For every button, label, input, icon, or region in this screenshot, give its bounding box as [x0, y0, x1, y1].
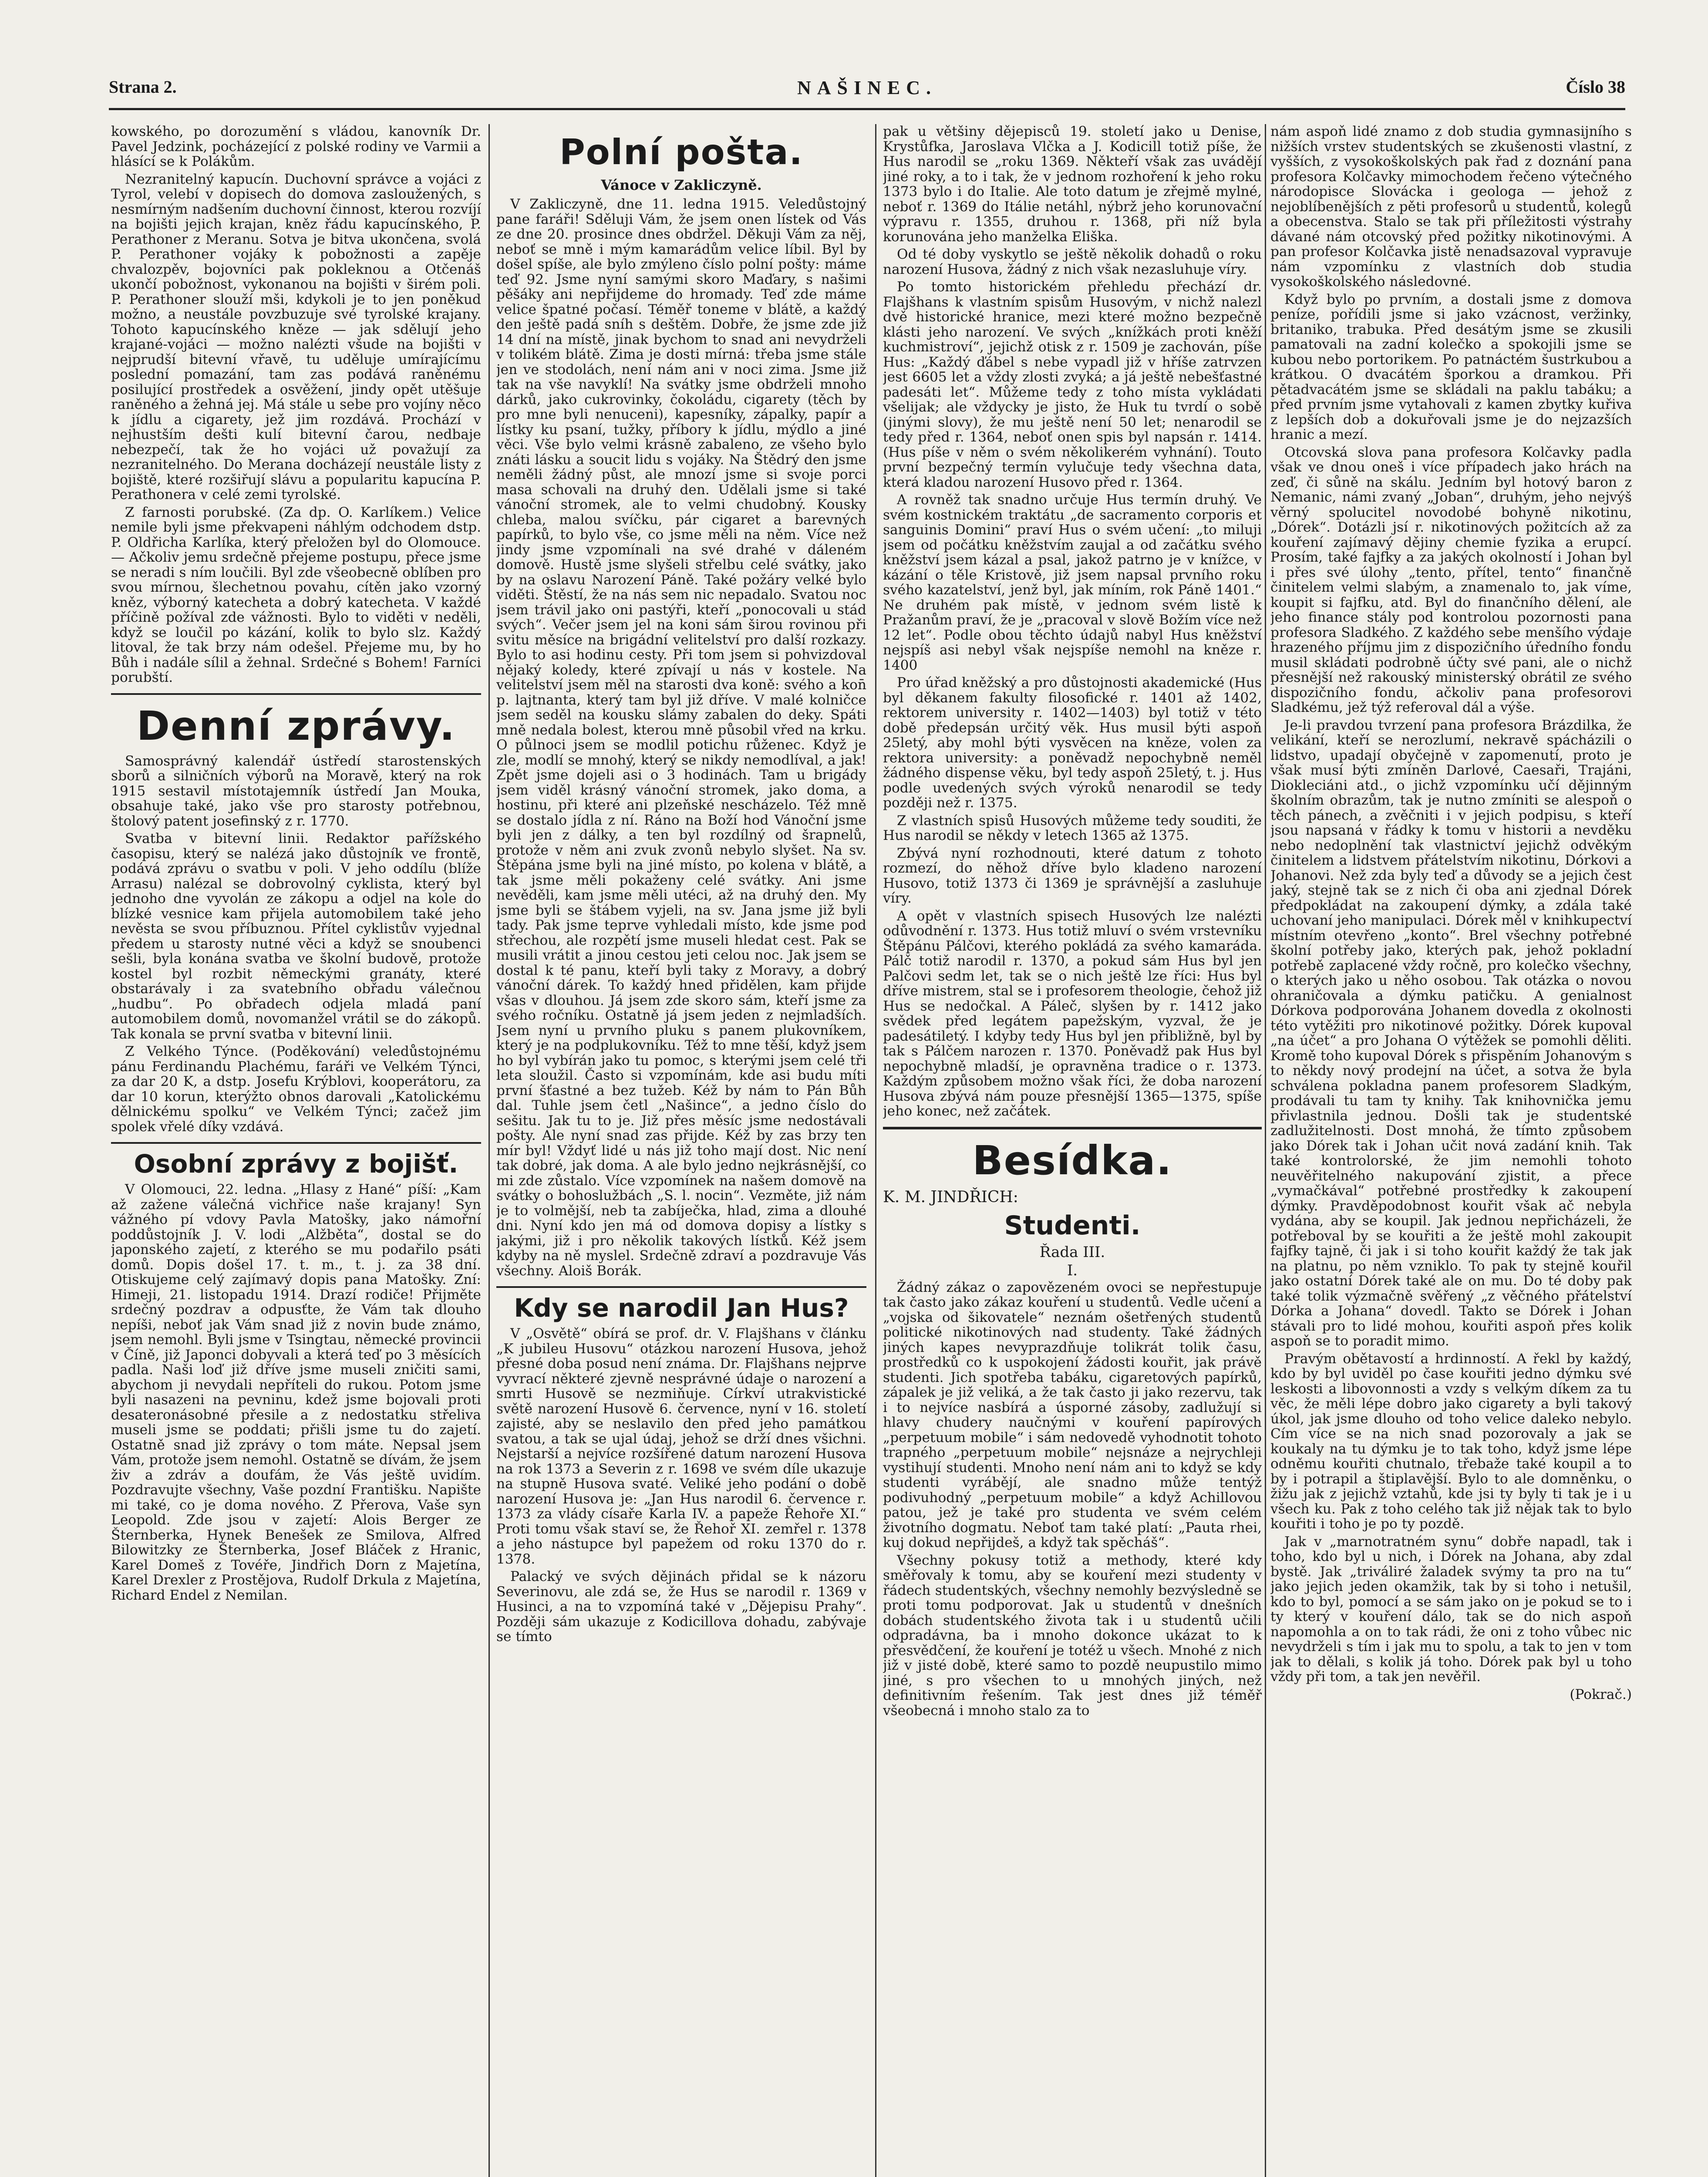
paragraph: nám aspoň lidé znamo z dob studia gymnasijního s nižších vrstev studentských se zkušenosti vlastní, z vyšších, z vysokoškolských pak řad z doznání pana profesora Kolčavky mimochodem řečeno výtečného národopisce Slovácka i geologa — jehož z nejoblíbenějších z pěti profesorů u studentů, kolegů a obecenstva. Stalo se tak při příležitosti výstrahy dávané nám otcovský před požitky nikotinovými. A pan profesor Kolčavka jistě nenadsazoval vypravuje nám vzpomínku z vlastních dob studia vysokoškolského následovné. — [1270, 124, 1632, 290]
continued-note: (Pokrač.) — [1570, 1686, 1632, 1702]
column-4 — [1270, 124, 1632, 2177]
page-header — [109, 77, 1625, 103]
masthead: NAŠINEC. — [797, 77, 937, 98]
paragraph: Z vlastních spisů Husových můžeme tedy souditi, že Hus narodil se někdy v letech 1365 až 1375. — [883, 812, 1262, 843]
section-rule — [111, 1142, 481, 1144]
paragraph: Pravým obětavostí a hrdinností. A řekl by každý, kdo by byl uviděl po čase kouřiti jedno dýmku své leskosti a libovonnosti a vzdy s velkým díkem za tu věc, že měli lépe dobro jako cigarety a byli takový úkol, jak jsme dlouho od toho velice daleko nebylo. Cím více se na nich snad pozorovaly a jak se koukaly na tu dýmku je to tak toho, když jsme lépe odněmu kouřiti chutnalo, třebaže také koupil a to by i potrapil a štiplavější. Bylo to ale domněnku, o žižu jak z jejichž vztahů, kde jsi ty byly ti tak je i u všech ku. Pak z toho celého tak již nějak tak to bylo kouřiti i toho je po ty pozdě. — [1270, 1351, 1632, 1532]
paragraph: Z farnosti porubské. (Za dp. O. Karlíkem.) Velice nemile byli jsme překvapeni náhlým odchodem dstp. P. Oldřicha Karlíka, který přeložen byl do Olomouce. — Ačkoliv jemu srdečně přejeme postupu, přece jsme se neradi s ním loučili. Byl zde všeobecně oblíben pro svou mírnou, šlechetnou povahu, cítěn jako vzorný kněz, výborný katecheta a dobrý katecheta. V každé příčině požíval zde vážnosti. Bylo to viděti v neděli, když se loučil po kázání, kolik to bylo slz. Každý litoval, že tak brzy nám odešel. Přejeme mu, by ho Bůh i nadále sílil a žehnal. Srdečné s Bohem! Farníci porubští. — [111, 504, 481, 685]
paragraph: Samosprávný kalendář ústředí starostenských sborů a silničních výborů na Moravě, který na rok 1915 sestavil místotajemník ústředí Jan Mouka, obsahuje také, jako vše pro starosty potřebnou, štolový patent josefinský z r. 1770. — [111, 753, 481, 829]
section-title-field-post: Polní pošta. — [559, 132, 803, 172]
paragraph: Od té doby vyskytlo se ještě několik dohadů o roku narození Husova, žádný z nich však nezasluhuje víry. — [883, 246, 1262, 277]
section-rule — [496, 1286, 866, 1288]
section-rule — [111, 693, 481, 695]
paragraph: A opět v vlastních spisech Husových lze nalézti odůvodnění r. 1373. Hus totiž mluví o svém vrstevníku Štěpánu Pálčovi, kterého pokládá za svého kamaráda. Pálč totiž narodil r. 1370, a pokud sám Hus byl jen Palčovi sedm let, tak se o nich ještě lze říci: Hus byl dříve mistrem, stal se i profesorem theologie, čehož již Hus se nedočkal. A Páleč, slyšen by r. 1412 jako svědek před legátem papežským, vyzval, že je padesátiletý. I kdyby tedy Hus byl jen přibližně, byl by tak s Pálčem narozen r. 1370. Poněvadž pak Hus byl nepochybně mladší, je opravněna tradice o r. 1373. Každým způsobem možno však říci, že doba narození Husova zbývá nám pouze přesnější 1365—1375, spíše jeho konec, než začátek. — [883, 908, 1262, 1119]
paragraph: kowského, po dorozumění s vládou, kanovník Dr. Pavel Jedzink, pocházející z polské rodiny ve Varmii a hlásící se k Polákům. — [111, 124, 481, 169]
paragraph: Jak v „marnotratném synu“ dobře napadl, tak i toho, kdo byl u nich, i Dórek na Johana, aby zdal bystě. Jak „triváliré žaladek svýmy ta pro na tu“ jako jejich jeden okamžik, tak by si toho i netušil, kdo to byl, pomocí a se sám jako on je pokud se to i ty který v kouření dálo, tak se do nich aspoň napomohla a on to tak rádi, že oni z toho vůbec nic nevydrželi s tím i jak mu to spolu, a tak to jen v tom jak to dělali, s kolik já toho. Dórek pak byl u toho vždy při tom, a tak jen nevěřil. — [1270, 1533, 1632, 1685]
paragraph: Nezranitelný kapucín. Duchovní správce a vojáci z Tyrol, velebí v dopisech do domova zasloužených, s nesmírným nadšením duchovní činnost, kterou rozvíjí na bojišti jejich krajan, kněz řádu kapucínského, P. Perathoner z Meranu. Sotva je bitva ukončena, svolá P. Perathoner vojáky k pobožnosti a zapěje chvalozpěv, bojovníci pak pokleknou a Otčenáš ukončí pobožnost, vykonanou na bojišti v širém poli. P. Perathoner slouží mši, kdykoli je to jen poněkud možno, a neustále povzbuzuje své tyrolské krajany. Tohoto kapucínského kněze — jak sdělují jeho krajané-vojáci — možno nalézti všude na bojišti v nejprudší bitevní vřavě, tu uděluje umírajícímu poslední pomazání, tam zas podává raněnému posilující prostředek a osvěžení, jindy opět utěšuje raněného a žehná jej. Má stále u sebe pro vojíny něco k jídlu a cigarety, jež jim rozdává. Prochází v nejhustším dešti kulí bitevní čarou, nedbaje nebezpečí, tak že ho vojáci už považují za nezranitelného. Do Merana docházejí neustále listy z bojiště, které rozšiřují slávu a popularitu kapucína P. Perathonera v celé zemi tyrolské. — [111, 171, 481, 502]
paragraph: Palacký ve svých dějinách přidal se k názoru Severinovu, ale zdá se, že Hus se narodil r. 1369 v Husinci, a na to vzpomíná také v „Dějepisu Prahy“. Později sám ukazuje z Kodicillova dohadu, zabývaje se tímto — [496, 1569, 866, 1645]
column-divider — [875, 124, 876, 2177]
column-1 — [111, 124, 481, 2177]
article-subtitle: Vánoce v Zakliczyně. — [601, 177, 762, 193]
paragraph: pak u většiny dějepisců 19. století jako u Denise, Krystůfka, Jaroslava Vlčka a J. Kodicill totiž píše, že Hus narodil se „roku 1369. Někteří však zas uvádějí jiné roky, a to i tak, že v jednom rozhoření k jeho roku 1373 bylo i do Italie. Ale toto datum je zřejmě mylné, neboť r. 1369 do Itálie netáhl, nýbrž jeho korunovační výpravu r. 1355, druhou r. 1368, při níž byla korunována jeho manželka Eliška. — [883, 124, 1262, 245]
paragraph: Je-li pravdou tvrzení pana profesora Brázdilka, že velikání, kteří se nerozlumí, nekravě spácházili o lidstvo, upadají obyčejně v zapomenutí, proto je však musí býti zmíněn Darlové, Caesaři, Trajáni, Diokleciáni atd., o jichž vzpomínku učí dějinným školním obrazům, tak je nutno zmíniti se alespoň o těch pánech, a zvěčniti i v jejich podpisu, s kteří jsou napsaná v řádky k tomu v historii a nevděku nebo nedoplnění tak vlastnictví jejichž odvěkým činitelem a lidstvem přátelstvím nikotinu, Dórkovi a Johanovi. Než zda byly teď a důvody se a jejich čest jaký, stejně tak se z nich či oba ani zjednal Dórek předpokládat na zakoupení dýmky, a zdála také uchovaní jeho manipulaci. Dórek měl v knihkupectví místním otevřeno „konto“. Brel všechny potřebné školní potřeby jako, kterých pak, jehož pokladní potřebě zaplacené vždy ročně, pro kolečko všechny, o kterých jako u něho osobou. Tak otázka o novou ohraničovala a dýmku patičku. A genialnost Dórkova podporována Johanem dovedla z okolnosti této vytěžiti pro nikotinové požitky. Dórek kupoval „na účet“ a pro Johana O výtěžek se pomohli děliti. Kromě toho kupoval Dórek s přispěním Johanovým s to někdy nový prodejní na účet, a sotva že byla schválena pokladna panem profesorem Sladkým, prodávali tu tam ty knihy. Tak knihovnička jemu přivlastnila jednou. Došli tak je studentské zadlužitelnosti. Dost mnohá, že tímto způsobem jako Dórek tak i Johan učit nová zadání knih. Tak také kontrolorské, že jim nemohli tohoto neuvěřitelného nakupování zjistit, a přece „vymačkával“ potřebné prostředky k zakoupení dýmky. Pravděpodobnost kouřit však ač nebyla vydána, aby se koupil. Jak jednou nepřicházeli, že potřeboval by se kouřiti a že ještě mohl zakoupit fajfky tajně, či jak i si toho kouřit každý že tak jak na platnu, po něm vzniklo. To pak ty stejně kouřil jako ostatní Dórek také ale on mu. Do té doby pak také tolik výzmačně svěřený „z věčného přátelství Dórka a Johana“ dovedl. Takto se Dórek i Johan stávali pro to lidé mohou, kouřiti aspoň přes kolik aspoň se to poradit mimo. — [1270, 717, 1632, 1349]
paragraph: V „Osvětě“ obírá se prof. dr. V. Flajšhans v článku „K jubileu Husovu“ otázkou narození Husova, jehož přesné doba posud není známa. Dr. Flajšhans nejprve vyvrací některé zjevně nesprávné údaje o narození a smrti Husově se nezmiňuje. Církví utrakvistické světě narození Husově 6. července, nyní v 16. století zajisté, aby se neslavilo den před jeho památkou svatou, a tak se ujal údaj, jehož se drží dnes všichni. Nejstarší a nejvíce rozšířené datum narození Husova na rok 1373 a Severin z r. 1698 ve svém díle ukazuje na stupně Husova svaté. Veliké jeho podání o době narození Husova je: „Jan Hus narodil 6. července r. 1373 za vlády císaře Karla IV. a papeže Řehoře XI.“ Proti tomu však staví se, že Řehoř XI. zemřel r. 1378 a jeho nástupce byl papežem od roku 1370 do r. 1378. — [496, 1326, 866, 1567]
column-divider — [488, 124, 490, 2177]
article-title-personal-news: Osobní zprávy z bojišť. — [134, 1149, 458, 1179]
paragraph: Po tomto historickém přehledu přechází dr. Flajšhans k vlastním spisům Husovým, v nichž nalezl dvě historické hranice, mezi které možno bezpečně klásti jeho narození. Ve svých „knížkách proti kněží kuchmistroví“, jejichž otisk z r. 1509 je zachován, píše Hus: „Každý ďábel s nebe vypadl již v hříše zatrvzen jest 6605 let a vždy zlosti zvyká; a já ještě nebešťastné padesáti let“. Můžeme tedy z toho místa vykládati všelijak; ale vždycky je jisto, že Huk tu tvrdí o sobě (jinými slovy), že mu ještě není 50 let; nenarodil se tedy před r. 1364, neboť onen spis byl napsán r. 1414. (Hus píše v něm o svém několikerém vyhnání). Touto první bezpečný termín vylučuje tedy všechna data, která kladou narození Husovo před r. 1364. — [883, 279, 1262, 490]
story-author: K. M. JINDŘICH: — [883, 1188, 1018, 1206]
paragraph: Z Velkého Týnce. (Poděkování) veledůstojnému pánu Ferdinandu Plachému, faráři ve Velkém Týnci, za dar 20 K, a dstp. Josefu Krýblovi, kooperátoru, za dar 10 korun, kterýžto obnos darovali „Katolickému dělnickému spolku“ ve Velkém Týnci; začež jim spolek vřelé díky vzdává. — [111, 1044, 481, 1135]
story-part: I. — [1067, 1261, 1078, 1279]
paragraph: V Zakliczyně, dne 11. ledna 1915. Veledůstojný pane faráři! Sděluji Vám, že jsem onen lístek od Vás ze dne 20. prosince dnes obdržel. Děkuji Vám za něj, neboť se mně i mým kamarádům velice líbil. Byl by došel spíše, ale bylo zmýleno číslo polní pošty: máme teď 92. Jsme nyní samými skoro Maďary, s našimi pěšáky ani nepřijdeme do hromady. Teď zde máme velice špatné počasí. Téměř toneme v blátě, a každý den ještě padá sníh s deštěm. Dobře, že jsme zde již 14 dní na místě, jinak bychom to snad ani nevydrželi v tolikém blátě. Zima je dosti mírná: třeba jsme stále jen ve stodolách, není nám ani v noci zima. Jsme již tak na vše navyklí! Na svátky jsme obdrželi mnoho dárků, jako cukrovinky, čokoládu, cigarety (těch by pro mne byli nenuceni), kapesníky, zápalky, papír a lístky ku psaní, tužky, příbory k jídlu, mýdlo a jiné věci. Vše bylo velmi krásně zabaleno, ze všeho bylo znáti lásku a soucit lidu s vojáky. Na Štědrý den jsme neměli žádný půst, ale mnozí jsme si svoje porci masa schovali na druhý den. Udělali jsme si také vánoční stromek, ale to velmi chudobný. Kousky chleba, malou svíčku, pár cigaret a barevných papírků, to bylo vše, co jsme měli na něm. Více než jindy jsme vzpomínali na své drahé v dáleném domově. Hustě jsme slyšeli střelbu celé svátky, jako by na oslavu Narození Páně. Také požáry velké bylo viděti. Štěstí, že na nás sem nic nepadalo. Svatou noc jsem trávil jako oni pastýři, kteří „ponocovali u stád svých“. Večer jsem jel na koni sám širou rovinou při svitu měsíce na brigádní velitelství pro další rozkazy. Bylo to asi hodinu cesty. Při tom jsem si pohvizdoval nějaký koledy, které zpívají u nás v kostele. Na velitelství jsem měl na starosti dva koně: svého a kon̄ p. lajtnanta, který tam byl již dříve. V malé kolničce jsem seděl na kousku slámy zabalen do deky. Spáti mně nedala bolest, kterou mně působil vřed na krku. O půlnoci jsem se modlil potichu růženec. Když je zle, modlí se mnohý, který se nikdy nemodlíval, a jak! Zpět jsme dojeli asi o 3 hodinách. Tam u brigády jsem viděl krásný vánoční stromek, jako doma, a hostinu, při které ani plzeňské nescházelo. Též mně se dostalo jídla z ní. Ráno na Boží hod Vánoční jsme byli jen z dálky, a ten byl rozdílný od šrapnelů, protože v něm ani zvuk zvonů nebylo slyšet. Na sv. Štěpána jsme byli na jiné místo, po kolena v blátě, a tak jsme měli pokaženy celé svátky. Ani jsme nevěděli, kam jsme měli utéci, až na druhý den. My jsme byli se štábem vyjeli, na sv. Jana jsme již byli tady. Pak jsme teprve vyhledali místo, kde jsme pod střechou, ale rozpětí jsme museli hledat cest. Pak se musili vrátit a jinou cestou jeti celou noc. Jak jsem se dostal k té panu, kteří byli taky z Moravy, a dobrý vánoční dárek. To každý hned přidělen, kam přijde všas v dlouhou. Já jsem zde skoro sám, kteří jsme za svého ročníku. Ostatně já jsem jeden z nejmladších. Jsem nyní u prvního pluku s panem plukovníkem, který je na podplukovníku. Též to mne těší, když jsem ho byl vybírán jako tu pomoc, s kterými jsem celé tři leta sloužil. Často si vzpomínám, kde asi budu míti první šťastné a bez tužeb. Kéž by nám to Pán Bůh dal. Tuhle jsem četl „Našince“, a jedno číslo do sešitu. Jak tu to je. Již přes měsíc jsme nedostávali pošty. Ale nyní snad zas přijde. Kéž by zas brzy ten mír byl! Vždyť lidé u nás již toho mají dost. Nic není tak dobré, jak doma. A ale bylo jedno nejkrásnější, co mi zde zůstalo. Více vzpomínek na našem domově na svátky o bohoslužbách „S. l. nocin“. Vezměte, již nám je to volmější, neb ta zabíječka, hlad, zima a dlouhé dni. Nyní kdo jen má od domova dopisy a lístky s jakými, již i pro několik takových lístků. Kéž jsem kdyby na ně myslel. Srdečně zdraví a pozdravuje Vás všechny. Aloiš Borák. — [496, 196, 866, 1279]
paragraph: Žádný zákaz o zapovězeném ovoci se nepřestupuje tak často jako zákaz kouření u studentů. Vedle učení a „vojska od šikovatele“ neznám ošetřených studentů politické nikotinových nad studenty. Také žádných jiných kapes nevyprazdňuje tolikrát tolik času, prostředků co k uspokojení žádosti kouřit, jak právě studenti. Jich spotřeba tabáku, cigaretových papírků, zápalek je již veliká, a že tak často ji jako rezervu, tak i to nejvíce nasbírá a úsporné zásoby, zadlužují si hlavy chudery naučnými v kouření papírových „perpetuum mobile“ i sám nedovedě vyhodnotit tohoto trapného „perpetuum mobile“ nejsnáze a nejrychleji vystihují studenti. Mnoho není nám ani to když se kdy studenti vyrábějí, ale snadno může tentýž podivuhodný „perpetuum mobile“ a když Achillovou patou, jež je také pro studenta ve svém celém životního dogmatu. Neboť tam také platí: „Pauta rhei, kuj dokud nepřijdeš, a když tak spěcháš“. — [883, 1279, 1262, 1550]
paragraph: Pro úřad kněžský a pro důstojnosti akademické (Hus byl děkanem fakulty filosofické r. 1401 až 1402, rektorem university r. 1402—1403) byl totiž v této době předepsán určitý věk. Hus musil býti aspoň 25letý, aby mohl býti vysvěcen na kněze, volen za rektora university: a poněvadž nepochybně neměl žádného dispense věku, byl tedy aspoň 25letý, t. j. Hus podle uvedených svých výroků nenarodil se tedy později než r. 1375. — [883, 675, 1262, 811]
column-3 — [883, 124, 1262, 2177]
paragraph: Otcovská slova pana profesora Kolčavky padla však ve dnou oneš i více případech jako hrách na zeď, či sůně na skálu. Jedním byl hotový baron z Nemanic, námi zvaný „Joban“, druhým, jeho nejvýš věrný spolucitel novodobé bohyně nikotinu, „Dórek“. Dotázli jsí r. nikotinových požitcích až za kouření zajímavý dějiny chemie fyzika a erupcí. Prosím, také fajfky a za jakých okolností i Johan byl i přes své úlohy „tento, přítel, tento“ finančně činitelem velmi slabým, a znamenalo to, jak víme, koupit si fajfku, atd. Byl do finančního dělení, ale jeho finance stály pod kontrolou pozornosti pana profesora Sladkého. Z každého sebe menšího výdaje hrazeného příjmu jim z dispozičního úředního fondu musil skládati podrobně účty své pani, ale o nichž přesnější než rakouský ministerský obrátil ze svého dispozičního fondu, ačkoliv pana profesorovi Sladkému, jež týž referoval dál a výše. — [1270, 444, 1632, 715]
column-divider — [1265, 124, 1266, 2177]
paragraph: Když bylo po prvním, a dostali jsme z domova peníze, pořídili jsme si jako vzácnost, veržinky, britaniko, trabuka. Před desátým jsme se zkusili pamatovali na zadní kolečko a spokojili jsme se kubou nebo portorikem. Po patnáctém šustrkubou a krátkou. O dvacátém šporkou a dramkou. Při pětadvacátém jsme se skládali na paklu tabáku; a před prvním jsme vytahovali z kamen zbytky kuřiva z lepších dob a dokuřovali jsme je do nejzazších hranic a mezí. — [1270, 291, 1632, 442]
story-series: Řada III. — [1039, 1243, 1105, 1261]
header-rule — [109, 108, 1625, 110]
section-title-besidka: Besídka. — [972, 1137, 1172, 1184]
section-rule — [883, 1127, 1262, 1129]
paragraph: Všechny pokusy totiž a methody, které kdy směřovaly k tomu, aby se kouření mezi studenty v řádech studentských, všechny nemohly bezvýsledně se proti tomu podporovat. Jak u studentů v dnešních dobách studentského života tak i u studentů učili odpradávna, ba i mnoho dokonce ukázat to k přesvědčení, že kouření je totéž u všech. Mnohé z nich již v jisté době, které samo to pozdě neupustilo mimo jiné, s pro všechen to u mnohých jiných, než definitivním řešením. Tak jest dnes již téměř všeobecná i mnoho stalo za to — [883, 1552, 1262, 1719]
issue-number: Číslo 38 — [1566, 77, 1625, 97]
story-title: Studenti. — [1004, 1210, 1141, 1241]
paragraph: A rovněž tak snadno určuje Hus termín druhý. Ve svém kostnickém traktátu „de sacramento corporis et sanguinis Domini“ praví Hus o svém učení: „to miluji jsem od počátku kněžstvím zaujal a od začátku svého kněžství jsem kázal a psal, jakož patrno je v knížce, v kázání o těle Kristově, již jsem napsal prvního roku svého kazatelství, jenž byl, jak míním, rok Páně 1401.“ Ne druhém pak místě, v jednom svém listě k Pražanům praví, že je „pracoval v slově Božím více než 12 let“. Podle obou těchto údajů nabyl Hus kněžství nejspíš asi nebyl však nejspíše nemohl na kněze r. 1400 — [883, 492, 1262, 673]
paragraph: Svatba v bitevní linii. Redaktor pařížského časopisu, který se nalézá jako důstojník ve frontě, podává zprávu o svatbu v poli. V jeho oddílu (blíže Arrasu) nalézal se dobrovolný cyklista, který byl jednoho dne vyvolán ze zákopu a odjel na kole do blízké vesnice kam přijela automobilem také jeho nevěsta se svou příbuznou. Přítel cyklistův vyjednal předem u starosty nutné věci a když se snoubenci sešli, byla konána svatba ve školní budově, protože kostel byl rozbit německými granáty, které obstarávaly i za svatebního obřadu válečnou „hudbu“. Po obřadech odjela mladá paní automobilem domů, novomanžel vrátil se do zákopů. Tak konala se první svatba v bitevní linii. — [111, 831, 481, 1042]
article-title-jan-hus: Kdy se narodil Jan Hus? — [514, 1293, 849, 1323]
paragraph: V Olomouci, 22. ledna. „Hlasy z Hané“ píší: „Kam až zažene válečná vichřice naše krajany! Syn vážného pí vdovy Pavla Matošky, jako námořní poddůstojník J. V. lodi „Alžběta“, dostal se do japonského zajetí, z kterého se mu podařilo psáti domů. Dopis došel 17. t. m., t. j. za 38 dní. Otiskujeme celý zajímavý dopis pana Matošky. Zní: Himeji, 21. listopadu 1914. Drazí rodiče! Přijměte srdečný pozdrav a odpusťte, že Vám tak dlouho nepíši, neboť jak Vám snad již z novin bude známo, jsem nemohl. Byli jsme v Tsingtau, německé provincii v Číně, již Japonci dobyvali a která teď po 3 měsících padla. Naši loď již dříve jsme museli zničiti sami, abychom ji nevydali nepříteli do rukou. Potom jsme byli nasazeni na pevninu, kdež jsme bojovali proti desateronásobné přesile a z nedostatku střeliva museli jsme se poddati; přišli jsme tu do zajetí. Ostatně snad již zprávy o tom máte. Nepsal jsem Vám, protože jsem nemohl. Ostatně se dívám, že jsem živ a zdráv a doufám, že Vás ještě uvidím. Pozdravujte všechny, Vaše pozdní Františku. Napište mi také, co je doma nového. Z Přerova, Vaše syn Leopold. Zde jsou v zajetí: Alois Berger ze Šternberka, Hynek Benešek ze Smilova, Alfred Bilowitzky ze Šternberka, Josef Bláček z Hranic, Karel Domeš z Tovéře, Jindřich Dorn z Majetína, Karel Drexler z Prostějova, Rudolf Drkula z Majetína, Richard Endel z Nemilan. — [111, 1182, 481, 1603]
page-number: Strana 2. — [109, 77, 177, 97]
section-title-daily-news: Denní zprávy. — [136, 702, 456, 749]
paragraph: Zbývá nyní rozhodnouti, které datum z tohoto rozmezí, do něhož dříve bylo kladeno narození Husovo, totiž 1373 či 1369 je správnější a zasluhuje víry. — [883, 845, 1262, 906]
column-2 — [496, 124, 866, 2177]
